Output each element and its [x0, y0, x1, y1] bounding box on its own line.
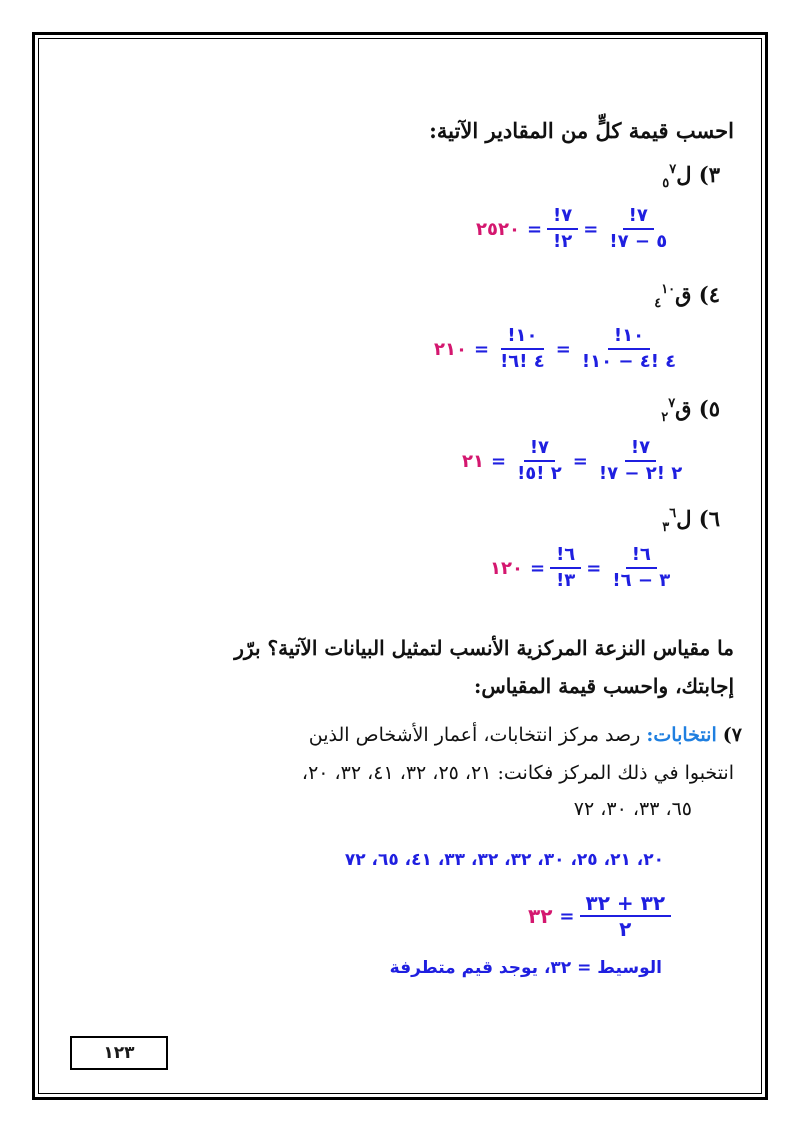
- page-number: ١٢٣: [70, 1036, 168, 1070]
- subscript: ٣: [662, 520, 670, 535]
- superscript: ٦: [669, 506, 677, 521]
- fraction: [593, 437, 688, 485]
- denominator: !٢: [553, 231, 573, 252]
- denominator: !٣ − ٦: [612, 570, 671, 591]
- fraction: [511, 437, 568, 485]
- median-result: ٣٢: [528, 904, 553, 928]
- equals-sign: =: [583, 218, 599, 240]
- question-heading-line1: ما مقياس النزعة المركزية الأنسب لتمثيل البيانات الآتية؟ برّر: [234, 636, 734, 660]
- problem-number: ٧): [722, 724, 742, 746]
- numerator: !٧: [623, 205, 654, 230]
- denominator: !٣: [556, 570, 576, 591]
- equals-sign: =: [473, 338, 490, 360]
- superscript: ٧: [669, 162, 677, 177]
- denominator: ٢: [619, 917, 632, 941]
- denominator: !٢ !٢ − ٧: [598, 463, 683, 484]
- denominator: !٤ !٦: [500, 351, 545, 372]
- numerator: !٧: [547, 205, 578, 230]
- denominator: !٥ − ٧: [609, 231, 668, 252]
- numerator: !١٠: [501, 325, 543, 350]
- problem-keyword: انتخابات:: [646, 724, 717, 746]
- problem-text: رصد مركز انتخابات، أعمار الأشخاص الذين: [308, 724, 641, 746]
- item-number: ٤): [698, 282, 720, 307]
- fraction: [576, 325, 682, 373]
- subscript: ٥: [662, 176, 670, 191]
- item-3-title: [662, 162, 720, 191]
- fraction: [606, 544, 676, 592]
- exercise-heading: احسب قيمة كلٍّ من المقادير الآتية:: [429, 118, 734, 143]
- equals-sign: =: [572, 450, 588, 472]
- numerator: !٧: [524, 437, 555, 462]
- fraction: [494, 325, 551, 373]
- item-symbol: ق: [675, 396, 692, 421]
- item-symbol: ل: [676, 162, 692, 187]
- item-symbol: ل: [676, 506, 692, 531]
- problem-7-line2: انتخبوا في ذلك المركز فكانت: ٢١، ٢٥، ٣٢، ٤١، ٣٢، ٢٠،: [301, 762, 734, 784]
- item-5-title: [661, 396, 720, 425]
- item-5-equation: [458, 437, 690, 485]
- problem-7-line1: [309, 724, 742, 746]
- result: ٢٥٢٠: [476, 218, 520, 240]
- numerator: !٧: [625, 437, 656, 462]
- numerator: !٦: [626, 544, 657, 569]
- sorted-data: ٢٠، ٢١، ٢٥، ٣٠، ٣٢، ٣٢، ٣٣، ٤١، ٦٥، ٧٢: [344, 850, 664, 870]
- item-6-title: [662, 506, 720, 535]
- fraction: [550, 544, 581, 592]
- result: ٢١٠: [434, 338, 467, 360]
- equals-sign: =: [490, 450, 507, 472]
- item-symbol: ق: [675, 282, 692, 307]
- result: ١٢٠: [490, 557, 523, 579]
- denominator: !٢ !٥: [517, 463, 562, 484]
- item-number: ٦): [698, 506, 720, 531]
- median-equation: [524, 892, 673, 940]
- item-6-equation: [486, 544, 678, 592]
- superscript: ٧: [668, 396, 676, 411]
- equals-sign: =: [559, 905, 575, 927]
- equals-sign: =: [526, 218, 543, 240]
- fraction: [603, 205, 673, 253]
- item-number: ٣): [698, 162, 720, 187]
- equals-sign: =: [586, 557, 602, 579]
- denominator: !٤ !٤ − ١٠: [581, 351, 677, 372]
- equals-sign: =: [529, 557, 546, 579]
- superscript: ١٠: [661, 282, 676, 297]
- fraction: [547, 205, 578, 253]
- numerator: ٣٢ + ٣٢: [580, 892, 672, 917]
- median-conclusion: الوسيط = ٣٢، يوجد قيم متطرفة: [389, 958, 662, 978]
- item-4-equation: [430, 325, 684, 373]
- numerator: !٦: [550, 544, 581, 569]
- question-heading-line2: إجابتك، واحسب قيمة المقياس:: [473, 674, 734, 698]
- item-3-equation: [472, 205, 675, 253]
- equals-sign: =: [555, 338, 571, 360]
- subscript: ٢: [661, 410, 669, 425]
- numerator: !١٠: [608, 325, 650, 350]
- item-4-title: [654, 282, 720, 311]
- item-number: ٥): [698, 396, 720, 421]
- result: ٢١: [462, 450, 484, 472]
- fraction: [580, 892, 672, 940]
- problem-7-line3: ٦٥، ٣٣، ٣٠، ٧٢: [573, 798, 692, 820]
- subscript: ٤: [654, 296, 662, 311]
